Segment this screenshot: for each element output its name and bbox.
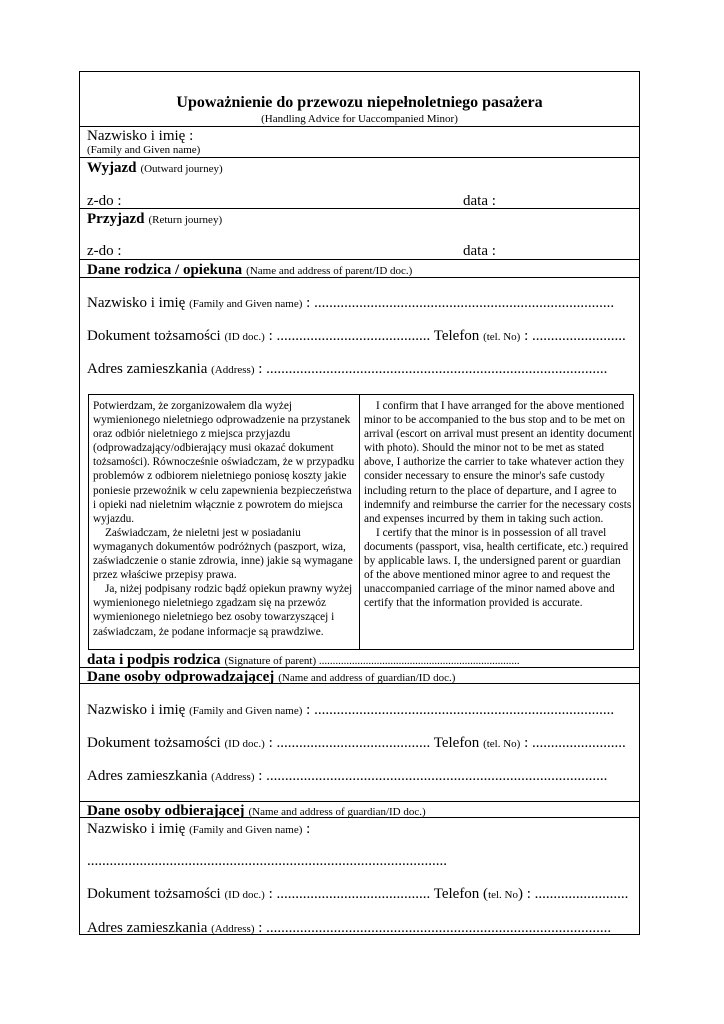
escort-out-phone-label-en: (tel. No) <box>483 738 521 750</box>
escort-out-heading-en: (Name and address of guardian/ID doc.) <box>278 672 456 684</box>
escort-in-phone-label-en: tel. No <box>488 889 519 901</box>
return-heading-pl: Przyjazd <box>87 211 145 227</box>
parent-heading <box>87 262 412 278</box>
escort-in-address-label-en: (Address) <box>211 923 255 935</box>
parent-name-label-en: (Family and Given name) <box>189 298 303 310</box>
escort-out-heading-pl: Dane osoby odprowadzającej <box>87 669 275 685</box>
escort-in-address-dots: : ............................................................................................ <box>254 920 612 936</box>
return-heading <box>87 211 222 227</box>
escort-in-name-colon: : <box>302 821 311 837</box>
divider <box>80 126 639 127</box>
parent-doc-dots: : ......................................... <box>264 328 434 344</box>
parent-signature-field[interactable] <box>87 652 520 668</box>
escort-in-doc-dots: : ......................................... <box>264 886 434 902</box>
divider <box>80 801 639 802</box>
escort-out-name-label-en: (Family and Given name) <box>189 705 303 717</box>
escort-in-doc-label: Dokument tożsamości <box>87 886 221 902</box>
divider <box>80 667 639 668</box>
escort-out-address-dots: : ........................................................................................... <box>254 768 608 784</box>
escort-out-name-field[interactable] <box>87 703 614 718</box>
parent-phone-label-en: (tel. No) <box>483 331 521 343</box>
escort-out-doc-label: Dokument tożsamości <box>87 735 221 751</box>
statement-english <box>364 399 632 610</box>
statement-pl-p1: Potwierdzam, że zorganizowałem dla wyżej wymienionego nieletniego odprowadzenie na przystanek oraz odbiór nieletniego z miejsca przyjazdu (odprowadzający/odbierający musi okazać dokument tożsamości). Równocześnie oświadczam, że w przypadku problemów z odbiorem nieletniego poniosę koszty jakie poniesie przewoźnik w celu zapewnienia bezpieczeństwa i opieki nad nieletnim włącznie z powrotem do miejsca wyjazdu. <box>93 400 355 525</box>
escort-out-doc-label-en: (ID doc.) <box>224 738 265 750</box>
parent-heading-en: (Name and address of parent/ID doc.) <box>246 265 413 277</box>
return-date-field[interactable]: data : <box>463 243 496 259</box>
statement-en-p2: I certify that the minor is in possession of all travel documents (passport, visa, health certificate, etc.) required by applicable laws. I, the undersigned parent or guardian of the above mentioned minor agree to and request the unaccompanied carriage of the minor named above and certify that the information provided is accurate. <box>364 526 629 610</box>
outward-heading-pl: Wyjazd <box>87 160 137 176</box>
outward-date-field[interactable]: data : <box>463 193 496 209</box>
parent-name-label: Nazwisko i imię <box>87 295 186 311</box>
escort-out-name-dots: : ................................................................................ <box>302 702 615 718</box>
form-title: Upoważnienie do przewozu niepełnoletniego pasażera <box>176 94 543 111</box>
divider <box>80 817 639 818</box>
divider <box>80 157 639 158</box>
escort-out-phone-label: Telefon <box>433 735 480 751</box>
escort-in-address-field[interactable] <box>87 921 611 936</box>
parent-address-dots: : ........................................................................................... <box>254 361 608 377</box>
escort-in-doc-row[interactable] <box>87 887 628 902</box>
parent-address-label-en: (Address) <box>211 364 255 376</box>
parent-address-label: Adres zamieszkania <box>87 361 208 377</box>
escort-in-heading-en: (Name and address of guardian/ID doc.) <box>248 806 426 818</box>
escort-in-name-label: Nazwisko i imię <box>87 821 186 837</box>
minor-name-label: Nazwisko i imię : <box>87 128 194 144</box>
escort-in-name-dots[interactable]: ................................................................................................ <box>87 853 447 869</box>
parent-name-field[interactable] <box>87 296 614 311</box>
return-heading-en: (Return journey) <box>148 214 223 226</box>
signature-label: data i podpis rodzica <box>87 652 221 668</box>
parent-phone-dots: : ......................... <box>520 328 626 344</box>
escort-out-address-label-en: (Address) <box>211 771 255 783</box>
statement-column-divider <box>359 395 360 649</box>
escort-out-address-field[interactable] <box>87 769 607 784</box>
divider <box>80 277 639 278</box>
parent-doc-label: Dokument tożsamości <box>87 328 221 344</box>
escort-in-name-field[interactable] <box>87 822 310 837</box>
authorization-form <box>79 71 640 935</box>
escort-out-phone-dots: : ......................... <box>520 735 626 751</box>
escort-in-address-label: Adres zamieszkania <box>87 920 208 936</box>
parent-name-dots: : ................................................................................ <box>302 295 615 311</box>
escort-out-address-label: Adres zamieszkania <box>87 768 208 784</box>
escort-in-name-label-en: (Family and Given name) <box>189 824 303 836</box>
divider <box>80 683 639 684</box>
parent-address-field[interactable] <box>87 362 607 377</box>
minor-name-label-en: (Family and Given name) <box>87 144 201 156</box>
escort-out-doc-dots: : ......................................... <box>264 735 434 751</box>
statement-box <box>88 394 634 650</box>
signature-label-en: (Signature of parent) <box>224 655 317 667</box>
parent-phone-label: Telefon <box>433 328 480 344</box>
escort-in-heading-pl: Dane osoby odbierającej <box>87 803 245 819</box>
escort-out-doc-row[interactable] <box>87 736 626 751</box>
statement-polish <box>93 399 357 639</box>
escort-out-name-label: Nazwisko i imię <box>87 702 186 718</box>
outward-heading <box>87 160 223 176</box>
outward-heading-en: (Outward journey) <box>140 163 223 175</box>
statement-en-p1: I confirm that I have arranged for the above mentioned minor to be accompanied to the bus stop and to be met on arrival (escort on arrival must present an identity document with photo). Should the minor not to be met as stated above, I authorize the carrier to take whatever action they consider necessary to ensure the minor's safe custody including return to the place of departure, and I agree to indemnify and reimburse the carrier for the necessary costs and expenses incurred by them in taking such action. <box>364 400 632 525</box>
return-route-field[interactable]: z-do : <box>87 243 122 259</box>
parent-heading-pl: Dane rodzica / opiekuna <box>87 262 243 278</box>
statement-pl-p2: Zaświadczam, że nieletni jest w posiadaniu wymaganych dokumentów podróżnych (paszport, wiza, zaświadczenie o stanie zdrowia, inne) jakie są wymagane przez właściwe przepisy prawa. <box>93 526 353 582</box>
escort-in-phone-label: Telefon ( <box>433 886 489 902</box>
statement-pl-p3: Ja, niżej podpisany rodzic bądź opiekun prawny wyżej wymienionego nieletniego zgadzam się na przewóz wymienionego nieletniego bez osoby towarzyszącej i zaświadczam, że podane informacje są prawdziwe. <box>93 583 353 638</box>
parent-doc-label-en: (ID doc.) <box>224 331 265 343</box>
divider <box>80 259 639 260</box>
escort-in-doc-label-en: (ID doc.) <box>224 889 265 901</box>
divider <box>80 208 639 209</box>
outward-route-field[interactable]: z-do : <box>87 193 122 209</box>
escort-in-phone-dots: ) : ......................... <box>518 886 629 902</box>
signature-dots: ......................................................................... <box>316 655 520 667</box>
form-subtitle: (Handling Advice for Uaccompanied Minor) <box>261 113 458 125</box>
parent-doc-row[interactable] <box>87 329 626 344</box>
